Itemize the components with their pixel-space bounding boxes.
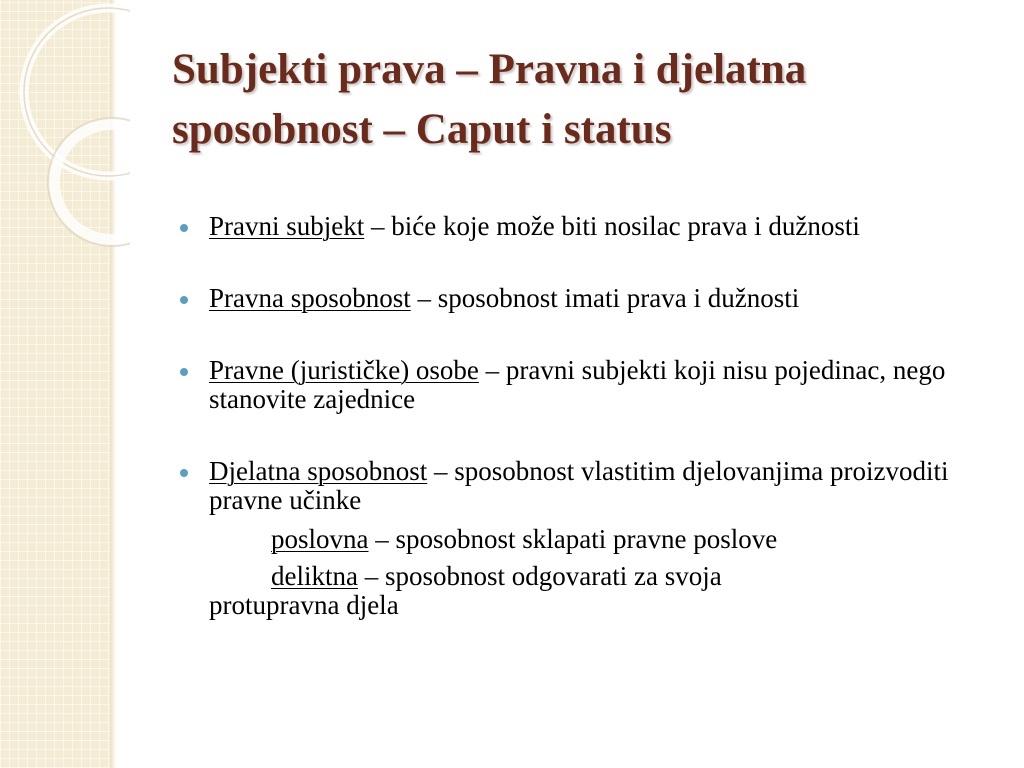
sub-item-term: poslovna [271,524,369,554]
decorative-rings-icon [0,0,130,260]
bullet-dot-icon [180,224,188,232]
sub-item-text: – sposobnost sklapati pravne poslove [368,524,778,554]
bullet-term: Pravne (jurističke) osobe [209,355,479,385]
bullet-dot-icon [180,368,188,376]
list-item [180,284,992,313]
bullet-dot-icon [180,296,188,304]
bullet-dot-icon [180,469,188,477]
list-item [180,212,992,241]
ring-upper [24,8,130,176]
sub-item-term: deliktna [271,561,358,591]
sub-item [209,525,992,554]
bullet-term: Pravna sposobnost [209,283,411,313]
bullet-term: Pravni subjekt [209,211,365,241]
bullet-text: – biće koje može biti nosilac prava i dužnosti [364,211,860,241]
bullet-text: – sposobnost vlastitim djelovanjima proizvoditi pravne učinke [209,456,949,515]
bullet-text: – sposobnost imati prava i dužnosti [410,283,800,313]
sub-item-text: – sposobnost odgovarati za svoja [357,561,722,591]
list-item [180,457,992,620]
ring-upper-shadow [24,8,130,176]
slide-title: Subjekti prava – Pravna i djelatna sposobnost – Caput i status [172,46,807,153]
sub-item-continuation: protupravna djela [209,590,399,620]
ring-lower-shadow [48,118,130,246]
list-item [180,356,992,414]
bullet-list [180,212,992,620]
bullet-term: Djelatna sposobnost [209,456,428,486]
sub-item [209,562,992,591]
ring-lower [54,124,130,240]
bullet-text: – pravni subjekti koji nisu pojedinac, nego stanovite zajednice [209,355,946,414]
